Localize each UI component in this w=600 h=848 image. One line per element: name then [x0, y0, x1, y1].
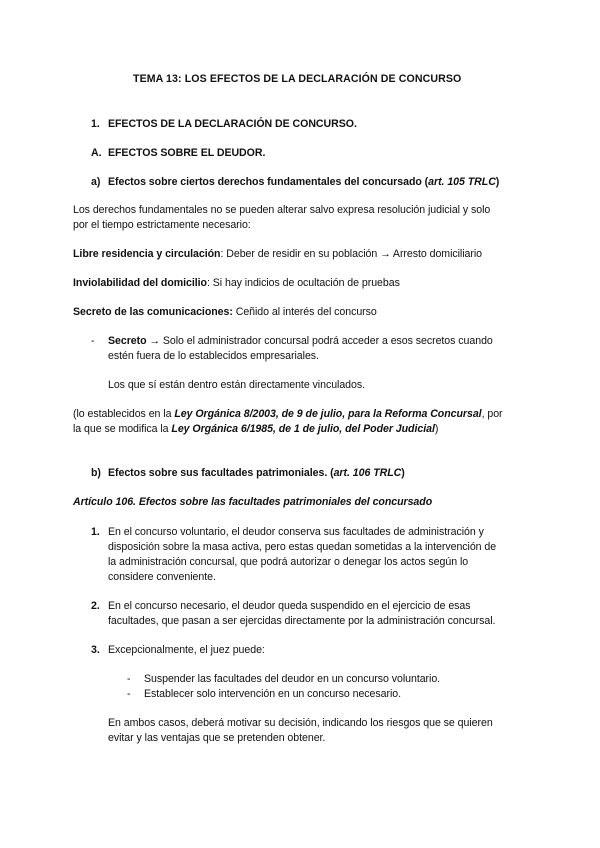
legal-note-law-1: Ley Orgánica 8/2003, de 9 de julio, para la Reforma Concursal [174, 408, 482, 420]
item-3-number: 3. [91, 644, 100, 656]
section-1-heading: EFECTOS DE LA DECLARACIÓN DE CONCURSO. [108, 118, 357, 130]
section-a-heading: EFECTOS SOBRE EL DEUDOR. [108, 147, 266, 159]
intro-line-1: Los derechos fundamentales no se pueden alterar salvo expresa resolución judicial y solo [73, 204, 491, 216]
closing-line-2: evitar y las ventajas que se pretenden obtener. [108, 732, 326, 744]
secreto-comunicaciones-label: Secreto de las comunicaciones: [73, 306, 233, 318]
subsection-a-close: ) [495, 176, 500, 188]
legal-note-line-2 [73, 422, 438, 436]
subsection-a-heading [108, 175, 499, 189]
item-1-line-2: disposición sobre la masa activa, pero estas quedan sometidas a la intervención de [108, 541, 497, 553]
subsection-b-text: Efectos sobre sus facultades patrimoniales. ( [108, 467, 334, 479]
subsection-b-heading [108, 466, 405, 480]
legal-note-line-1 [73, 407, 503, 421]
subsection-a-text: Efectos sobre ciertos derechos fundamentales del concursado ( [108, 176, 429, 188]
legal-note-2c: ) [434, 423, 439, 435]
secreto-item-line-2: estén fuera de lo establecidos empresariales. [108, 350, 319, 362]
secreto-comunicaciones-paragraph [73, 305, 377, 319]
libre-residencia-text: : Deber de residir en su población → Arresto domiciliario [220, 248, 482, 260]
subsection-b-close: ) [401, 467, 405, 479]
libre-residencia-paragraph [73, 247, 482, 261]
subsection-a-number: a) [91, 176, 101, 188]
section-a-number: A. [91, 147, 102, 159]
secreto-item-line-3: Los que sí están dentro están directamente vinculados. [108, 379, 366, 391]
item-2-line-1: En el concurso necesario, el deudor queda suspendido en el ejercicio de esas [108, 600, 471, 612]
legal-note-1a: (lo establecidos en la [73, 408, 175, 420]
item-1-number: 1. [91, 526, 100, 538]
legal-note-2a: la que se modifica la [73, 423, 172, 435]
item-2-line-2: facultades, que pasan a ser ejercidas directamente por la administración concursal. [108, 615, 496, 627]
section-1-number: 1. [91, 118, 100, 130]
subsection-b-number: b) [91, 467, 101, 479]
subsection-a-ref: art. 105 TRLC [428, 176, 496, 188]
secreto-item-dash: - [91, 335, 95, 347]
legal-note-1c: , por [481, 408, 503, 420]
inviolabilidad-text: : Si hay indicios de ocultación de pruebas [206, 277, 400, 289]
page-title: TEMA 13: LOS EFECTOS DE LA DECLARACIÓN DE CONCURSO [133, 73, 462, 85]
article-106-heading: Artículo 106. Efectos sobre las facultades patrimoniales del concursado [73, 496, 433, 508]
inviolabilidad-paragraph [73, 276, 400, 290]
closing-line-1: En ambos casos, deberá motivar su decisión, indicando los riesgos que se quieren [108, 717, 493, 729]
item-3-line-1: Excepcionalmente, el juez puede: [108, 644, 265, 656]
subitem-1-dash: - [127, 673, 131, 685]
item-1-line-1: En el concurso voluntario, el deudor conserva sus facultades de administración y [108, 526, 484, 538]
subitem-2-dash: - [127, 688, 131, 700]
secreto-item-line-1 [108, 334, 493, 348]
legal-note-law-2: Ley Orgánica 6/1985, de 1 de julio, del Poder Judicial [171, 423, 435, 435]
subitem-2-text: Establecer solo intervención en un concurso necesario. [144, 688, 401, 700]
intro-line-2: por el tiempo estrictamente necesario: [73, 219, 251, 231]
inviolabilidad-label: Inviolabilidad del domicilio [73, 277, 207, 289]
subitem-1-text: Suspender las facultades del deudor en un concurso voluntario. [144, 673, 441, 685]
item-2-number: 2. [91, 600, 100, 612]
item-1-line-3: la administración concursal, que podrá autorizar o denegar los actos según lo [108, 556, 469, 568]
item-1-line-4: considere conveniente. [108, 571, 216, 583]
subsection-b-ref: art. 106 TRLC [333, 467, 402, 479]
secreto-item-label: Secreto [108, 335, 147, 347]
libre-residencia-label: Libre residencia y circulación [73, 248, 221, 260]
secreto-item-text: → Solo el administrador concursal podrá acceder a esos secretos cuando [146, 335, 493, 347]
secreto-comunicaciones-text: Ceñido al interés del concurso [232, 306, 377, 318]
